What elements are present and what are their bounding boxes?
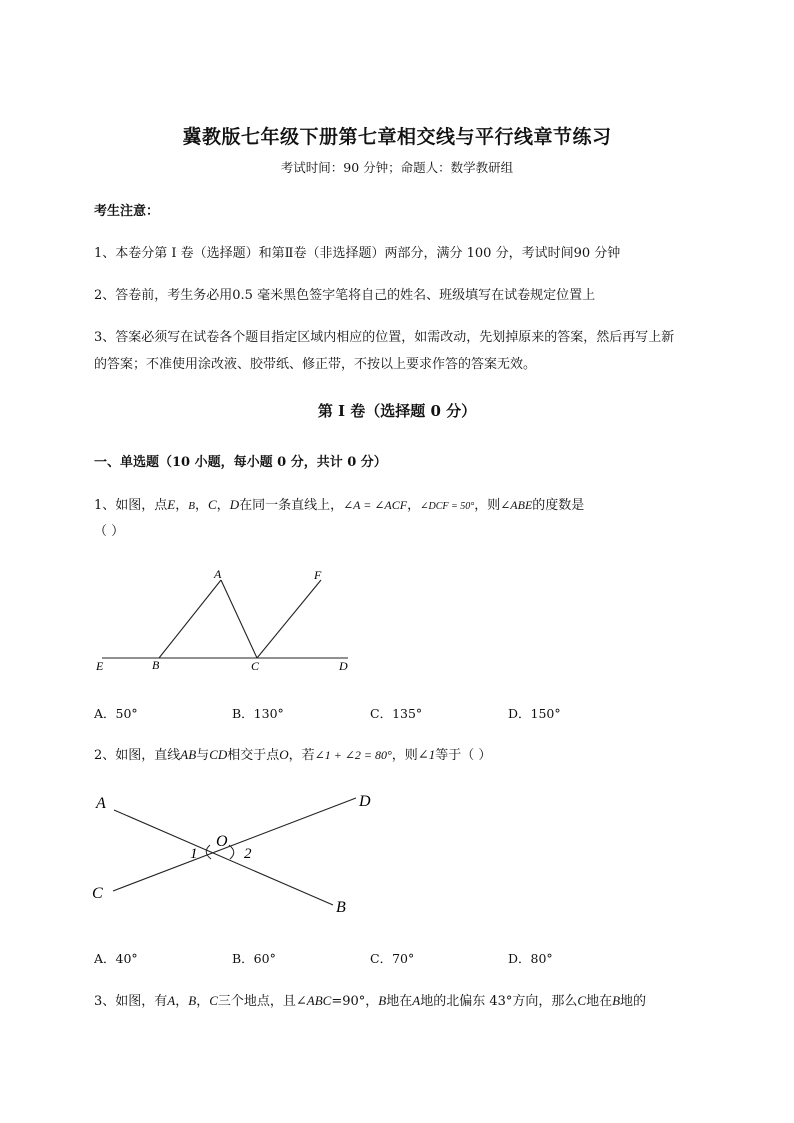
q3-sep: ，: [175, 994, 189, 1009]
q3-angle-abc: ∠ABC: [295, 993, 332, 1008]
q2-label-1: 1: [190, 846, 198, 862]
q1-point-d: D: [229, 497, 240, 512]
q1-label-a: A: [214, 567, 222, 581]
q2-line-cd: [113, 798, 356, 891]
q2-label-2: 2: [244, 846, 252, 862]
q1-target-angle: ∠ABE: [500, 498, 533, 512]
q1-answer-paren: （ ）: [94, 524, 125, 539]
q1-condition-2: ∠DCF = 50°: [420, 501, 475, 512]
q3-point-a: A: [412, 993, 421, 1008]
notice-item-3: 3、答案必须写在试卷各个题目指定区域内相应的位置，如需改动，先划掉原来的答案，然后再写上新: [94, 330, 675, 345]
q2-line-ab: AB: [180, 747, 197, 762]
q1-sep: ，: [216, 498, 230, 513]
q3-text: 三个地点，且: [217, 994, 296, 1009]
q3-point-b: B: [378, 993, 387, 1008]
question-1-text: [94, 494, 584, 513]
q3-text: 地在: [586, 994, 613, 1009]
q2-figure: [88, 788, 388, 918]
q2-option-c[interactable]: C．70°: [370, 951, 415, 966]
notice-item-3-cont: 的答案；不准使用涂改液、胶带纸、修正带，不按以上要求作答的答案无效。: [94, 357, 537, 372]
q2-point-o: O: [279, 747, 289, 762]
q1-segment-cf: [257, 580, 321, 658]
q2-text: ，若: [288, 748, 315, 763]
q2-text: 等于（ ）: [435, 748, 492, 763]
notice-item-2: 2、答卷前，考生务必用0.5 毫米黑色签字笔将自己的姓名、班级填写在试卷规定位置上: [94, 288, 596, 303]
q2-option-d[interactable]: D．80°: [508, 951, 553, 966]
page-title: 冀教版七年级下册第七章相交线与平行线章节练习: [182, 126, 612, 148]
q3-text: 地在: [386, 994, 413, 1009]
q1-point-b: B: [188, 500, 195, 512]
notice-heading: 考生注意：: [94, 204, 160, 219]
q3-point-b: B: [612, 993, 621, 1008]
q2-label-a: A: [96, 795, 106, 812]
q2-line-ab: [114, 810, 333, 905]
q3-text: 地的北偏东 43°方向，那么: [420, 994, 578, 1009]
q3-point-c: C: [577, 993, 587, 1008]
q2-label-d: D: [359, 793, 371, 810]
q1-text: ，则: [474, 498, 501, 513]
q1-option-b[interactable]: B．130°: [232, 706, 284, 721]
q3-sep: ，: [196, 994, 210, 1009]
q3-point-b: B: [188, 993, 197, 1008]
q2-option-a[interactable]: A．40°: [94, 951, 138, 966]
q1-label-c: C: [251, 659, 260, 673]
q1-sep: ，: [194, 498, 208, 513]
q1-option-a[interactable]: A．50°: [94, 706, 138, 721]
exam-subtitle: 考试时间：90 分钟；命题人：数学教研组: [280, 160, 514, 175]
q2-label-b: B: [336, 899, 346, 916]
q2-condition: ∠1 + ∠2 = 80°: [314, 748, 392, 762]
q1-sep: ，: [407, 498, 421, 513]
q2-text: 与: [196, 748, 210, 763]
q2-angle-1: ∠1: [417, 747, 436, 762]
q1-figure: [90, 562, 360, 677]
q1-condition-1: ∠A = ∠ACF: [343, 498, 408, 512]
q3-text: 地的: [620, 994, 647, 1009]
q1-label-d: D: [339, 659, 348, 673]
q1-text: 1、如图，点: [94, 498, 168, 513]
q1-segment-ba: [159, 580, 221, 658]
q2-option-b[interactable]: B．60°: [232, 951, 276, 966]
q3-point-a: A: [167, 993, 176, 1008]
q1-sep: ，: [175, 498, 189, 513]
q3-point-c: C: [209, 993, 218, 1008]
q1-label-e: E: [96, 659, 104, 673]
q1-text: 的度数是: [532, 498, 585, 513]
q3-text: 3、如图，有: [94, 994, 168, 1009]
question-3-text: [94, 990, 646, 1009]
q1-label-f: F: [314, 568, 322, 582]
q2-label-c: C: [92, 885, 103, 902]
notice-item-1: 1、本卷分第 I 卷（选择题）和第Ⅱ卷（非选择题）两部分，满分 100 分，考试时间90 分钟: [94, 246, 621, 261]
part-heading: 一、单选题（10 小题，每小题 0 分，共计 0 分）: [94, 455, 387, 470]
q1-point-c: C: [208, 497, 217, 512]
q1-text: 在同一条直线上，: [239, 498, 344, 513]
question-2-text: [94, 744, 491, 763]
q1-segment-ac: [221, 580, 257, 658]
q1-point-e: E: [167, 497, 176, 512]
q2-angle-2-arc: [229, 845, 234, 859]
q1-label-b: B: [152, 658, 160, 672]
q3-text: =90°，: [331, 994, 379, 1009]
q2-line-cd: CD: [209, 747, 228, 762]
q2-text: 2、如图，直线: [94, 748, 181, 763]
section-title: 第 I 卷（选择题 0 分）: [317, 402, 477, 420]
q1-option-d[interactable]: D．150°: [508, 706, 561, 721]
q2-label-o: O: [216, 833, 228, 850]
q1-option-c[interactable]: C．135°: [370, 706, 423, 721]
q2-text: ，则: [391, 748, 418, 763]
q2-text: 相交于点: [227, 748, 280, 763]
